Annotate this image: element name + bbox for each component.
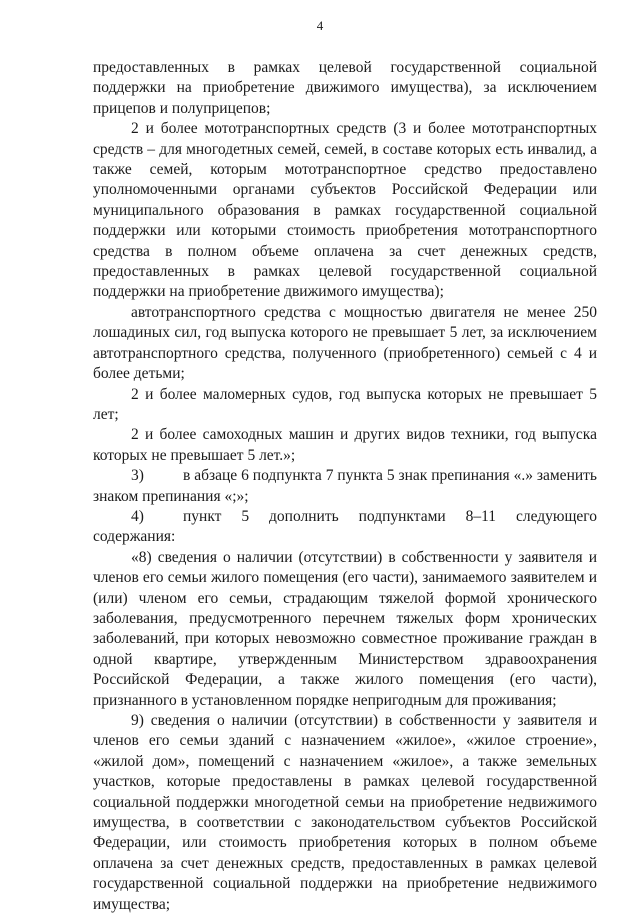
paragraph-self-propelled: 2 и более самоходных машин и других видов техники, год выпуска которых не превышает 5 лет.»; xyxy=(93,426,597,464)
item-number: 3) xyxy=(131,467,144,485)
paragraph-item-3 xyxy=(93,466,597,507)
item-text: пункт 5 дополнить подпунктами 8–11 следующего содержания: xyxy=(93,507,597,546)
paragraph-automobile: автотранспортного средства с мощностью двигателя не менее 250 лошадиных сил, год выпуска которого не превышает 5 лет, за исключением автотранспортного средства, полученного (приобретенного) семьей с 4 и более детьми; xyxy=(93,303,597,383)
paragraph-motor-vehicles: 2 и более мототранспортных средств (3 и более мототранспортных средств – для многодетных семей, семей, в составе которых есть инвалид, а также семей, которым мототранспортное средство предоставлено уполномоченными органами субъектов Российской Федерации или муниципального образования в рамках государственной социальной поддержки или которыми стоимость приобретения мототранспортного средства в полном объеме оплачена за счет денежных средств, предоставленных в рамках целевой государственной социальной поддержки на приобретение движимого имущества); xyxy=(93,120,597,301)
paragraph-small-vessels: 2 и более маломерных судов, год выпуска которых не превышает 5 лет; xyxy=(93,385,597,423)
paragraph-subitem-8: «8) сведения о наличии (отсутствии) в собственности у заявителя и членов его семьи жилого помещения (его части), занимаемого заявителем и (или) членом его семьи, страдающим тяжелой формой хронического заболевания, предусмотренного перечнем тяжелых форм хронических заболеваний, при которых невозможно совместное проживание граждан в одной квартире, утвержденным Министерством здравоохранения Российской Федерации, а также жилого помещения (его части), признанного в установленном порядке непригодным для проживания; xyxy=(93,548,597,709)
paragraph-subitem-9: 9) сведения о наличии (отсутствии) в собственности у заявителя и членов его семьи зданий с назначением «жилое», «жилое строение», «жилой дом», помещений с назначением «жилое», а также земельных участков, которые предоставлены в рамках целевой государственной социальной поддержки многодетной семьи на приобретение недвижимого имущества, в соответствии с законодательством субъектов Российской Федерации, или стоимость приобретения которых в полном объеме оплачена за счет денежных средств, предоставленных в рамках целевой государственной социальной поддержки на приобретение недвижимого имущества; xyxy=(93,712,597,913)
paragraph-item-4 xyxy=(93,507,597,548)
page-number: 4 xyxy=(316,18,324,33)
item-text: в абзаце 6 подпункта 7 пункта 5 знак препинания «.» заменить знаком препинания «;»; xyxy=(93,467,597,505)
paragraph-continuation: предоставленных в рамках целевой государственной социальной поддержки на приобретение движимого имущества), за исключением прицепов и полуприцепов; xyxy=(93,59,597,117)
item-number: 4) xyxy=(131,507,144,525)
document-body xyxy=(93,58,597,915)
